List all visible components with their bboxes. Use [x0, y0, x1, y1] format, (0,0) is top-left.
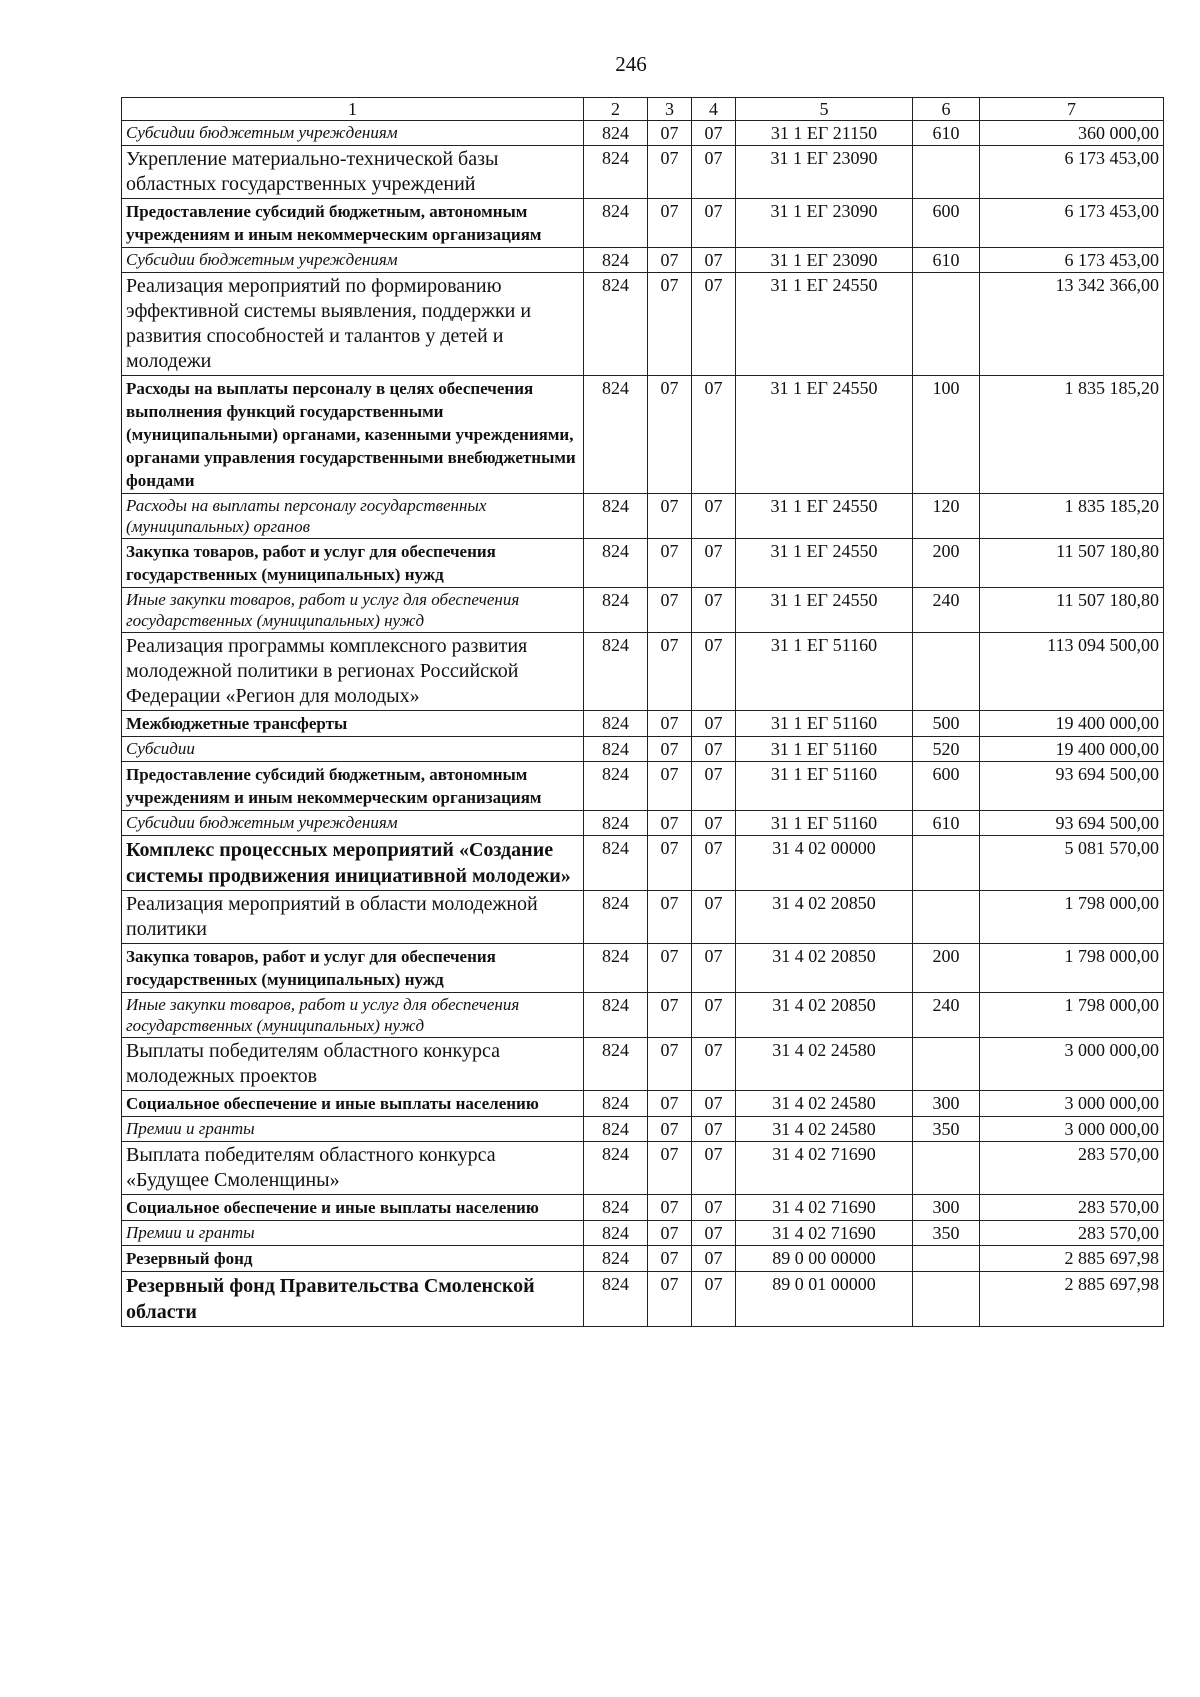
column-header: 6: [913, 98, 980, 121]
admin-code-cell: 824: [584, 1038, 648, 1091]
section-cell: 07: [648, 146, 692, 199]
expense-name-cell: Расходы на выплаты персоналу государственных (муниципальных) органов: [122, 494, 584, 539]
table-row: [122, 588, 1164, 633]
admin-code-cell: 824: [584, 1117, 648, 1142]
section-cell: 07: [648, 944, 692, 993]
admin-code-cell: 824: [584, 811, 648, 836]
expense-type-cell: 610: [913, 811, 980, 836]
section-cell: 07: [648, 1195, 692, 1221]
amount-cell: 1 798 000,00: [980, 891, 1164, 944]
admin-code-cell: 824: [584, 891, 648, 944]
amount-cell: 2 885 697,98: [980, 1272, 1164, 1327]
section-cell: 07: [648, 891, 692, 944]
expense-type-cell: [913, 1038, 980, 1091]
subsection-cell: 07: [692, 811, 736, 836]
expense-type-cell: 600: [913, 199, 980, 248]
expense-type-cell: 240: [913, 588, 980, 633]
expense-name-cell: Иные закупки товаров, работ и услуг для обеспечения государственных (муниципальных) нужд: [122, 993, 584, 1038]
target-article-cell: 31 4 02 20850: [736, 993, 913, 1038]
expense-type-cell: [913, 1142, 980, 1195]
table-row: [122, 539, 1164, 588]
amount-cell: 19 400 000,00: [980, 711, 1164, 737]
target-article-cell: 31 1 ЕГ 23090: [736, 248, 913, 273]
section-cell: 07: [648, 836, 692, 891]
admin-code-cell: 824: [584, 1272, 648, 1327]
target-article-cell: 31 1 ЕГ 23090: [736, 146, 913, 199]
section-cell: 07: [648, 762, 692, 811]
expense-name-cell: Комплекс процессных мероприятий «Создание системы продвижения инициативной молодежи»: [122, 836, 584, 891]
section-cell: 07: [648, 811, 692, 836]
amount-cell: 283 570,00: [980, 1142, 1164, 1195]
admin-code-cell: 824: [584, 121, 648, 146]
expense-name-cell: Иные закупки товаров, работ и услуг для обеспечения государственных (муниципальных) нужд: [122, 588, 584, 633]
expense-name-cell: Субсидии: [122, 737, 584, 762]
target-article-cell: 89 0 01 00000: [736, 1272, 913, 1327]
admin-code-cell: 824: [584, 146, 648, 199]
header-row: [122, 98, 1164, 121]
column-header: 3: [648, 98, 692, 121]
subsection-cell: 07: [692, 762, 736, 811]
section-cell: 07: [648, 993, 692, 1038]
section-cell: 07: [648, 273, 692, 376]
subsection-cell: 07: [692, 1117, 736, 1142]
expense-name-cell: Резервный фонд: [122, 1246, 584, 1272]
admin-code-cell: 824: [584, 273, 648, 376]
section-cell: 07: [648, 494, 692, 539]
admin-code-cell: 824: [584, 633, 648, 711]
column-header: 2: [584, 98, 648, 121]
admin-code-cell: 824: [584, 1091, 648, 1117]
admin-code-cell: 824: [584, 199, 648, 248]
target-article-cell: 31 4 02 24580: [736, 1091, 913, 1117]
subsection-cell: 07: [692, 711, 736, 737]
amount-cell: 13 342 366,00: [980, 273, 1164, 376]
amount-cell: 360 000,00: [980, 121, 1164, 146]
amount-cell: 3 000 000,00: [980, 1117, 1164, 1142]
target-article-cell: 31 1 ЕГ 24550: [736, 494, 913, 539]
amount-cell: 3 000 000,00: [980, 1038, 1164, 1091]
expense-type-cell: 200: [913, 539, 980, 588]
admin-code-cell: 824: [584, 737, 648, 762]
table-row: [122, 146, 1164, 199]
target-article-cell: 31 1 ЕГ 51160: [736, 737, 913, 762]
expense-name-cell: Расходы на выплаты персоналу в целях обеспечения выполнения функций государственными (муниципальными) органами, казенными учреждениями, органами управления государственными внебюджетными фондами: [122, 376, 584, 494]
expense-name-cell: Закупка товаров, работ и услуг для обеспечения государственных (муниципальных) нужд: [122, 944, 584, 993]
amount-cell: 19 400 000,00: [980, 737, 1164, 762]
table-row: [122, 711, 1164, 737]
amount-cell: 93 694 500,00: [980, 811, 1164, 836]
expense-name-cell: Укрепление материально-технической базы областных государственных учреждений: [122, 146, 584, 199]
target-article-cell: 31 1 ЕГ 24550: [736, 273, 913, 376]
table-row: [122, 891, 1164, 944]
amount-cell: 1 835 185,20: [980, 376, 1164, 494]
amount-cell: 6 173 453,00: [980, 248, 1164, 273]
subsection-cell: 07: [692, 1221, 736, 1246]
expense-name-cell: Предоставление субсидий бюджетным, автономным учреждениям и иным некоммерческим организациям: [122, 199, 584, 248]
subsection-cell: 07: [692, 1142, 736, 1195]
target-article-cell: 31 1 ЕГ 24550: [736, 588, 913, 633]
page-number: 246: [615, 52, 647, 76]
expense-name-cell: Премии и гранты: [122, 1221, 584, 1246]
target-article-cell: 31 1 ЕГ 51160: [736, 711, 913, 737]
target-article-cell: 31 1 ЕГ 21150: [736, 121, 913, 146]
expense-type-cell: [913, 146, 980, 199]
subsection-cell: 07: [692, 1272, 736, 1327]
section-cell: 07: [648, 539, 692, 588]
expense-name-cell: Субсидии бюджетным учреждениям: [122, 811, 584, 836]
admin-code-cell: 824: [584, 1246, 648, 1272]
table-row: [122, 494, 1164, 539]
subsection-cell: 07: [692, 376, 736, 494]
expense-type-cell: 350: [913, 1117, 980, 1142]
amount-cell: 283 570,00: [980, 1221, 1164, 1246]
amount-cell: 6 173 453,00: [980, 199, 1164, 248]
expense-type-cell: [913, 273, 980, 376]
admin-code-cell: 824: [584, 836, 648, 891]
table-row: [122, 1221, 1164, 1246]
amount-cell: 11 507 180,80: [980, 588, 1164, 633]
column-header: 7: [980, 98, 1164, 121]
expense-type-cell: 610: [913, 248, 980, 273]
target-article-cell: 31 1 ЕГ 24550: [736, 376, 913, 494]
expense-name-cell: Предоставление субсидий бюджетным, автономным учреждениям и иным некоммерческим организациям: [122, 762, 584, 811]
table-row: [122, 248, 1164, 273]
section-cell: 07: [648, 633, 692, 711]
amount-cell: 11 507 180,80: [980, 539, 1164, 588]
budget-table: [121, 97, 1164, 1327]
expense-type-cell: [913, 1272, 980, 1327]
table-row: [122, 1142, 1164, 1195]
expense-name-cell: Социальное обеспечение и иные выплаты населению: [122, 1091, 584, 1117]
target-article-cell: 31 4 02 20850: [736, 944, 913, 993]
target-article-cell: 31 4 02 71690: [736, 1195, 913, 1221]
table-row: [122, 1091, 1164, 1117]
table-row: [122, 273, 1164, 376]
admin-code-cell: 824: [584, 944, 648, 993]
expense-type-cell: [913, 836, 980, 891]
admin-code-cell: 824: [584, 993, 648, 1038]
admin-code-cell: 824: [584, 539, 648, 588]
admin-code-cell: 824: [584, 376, 648, 494]
expense-type-cell: [913, 633, 980, 711]
table-row: [122, 1195, 1164, 1221]
expense-type-cell: 610: [913, 121, 980, 146]
expense-name-cell: Выплата победителям областного конкурса «Будущее Смоленщины»: [122, 1142, 584, 1195]
table-row: [122, 121, 1164, 146]
subsection-cell: 07: [692, 199, 736, 248]
expense-type-cell: 600: [913, 762, 980, 811]
expense-type-cell: [913, 1246, 980, 1272]
expense-name-cell: Реализация программы комплексного развития молодежной политики в регионах Российской Федерации «Регион для молодых»: [122, 633, 584, 711]
section-cell: 07: [648, 121, 692, 146]
target-article-cell: 31 4 02 71690: [736, 1221, 913, 1246]
subsection-cell: 07: [692, 146, 736, 199]
amount-cell: 113 094 500,00: [980, 633, 1164, 711]
amount-cell: 1 835 185,20: [980, 494, 1164, 539]
expense-type-cell: 500: [913, 711, 980, 737]
admin-code-cell: 824: [584, 1195, 648, 1221]
subsection-cell: 07: [692, 494, 736, 539]
amount-cell: 1 798 000,00: [980, 993, 1164, 1038]
expense-name-cell: Резервный фонд Правительства Смоленской области: [122, 1272, 584, 1327]
target-article-cell: 31 1 ЕГ 51160: [736, 811, 913, 836]
subsection-cell: 07: [692, 1246, 736, 1272]
table-row: [122, 762, 1164, 811]
expense-type-cell: 300: [913, 1195, 980, 1221]
section-cell: 07: [648, 1117, 692, 1142]
table-row: [122, 1038, 1164, 1091]
target-article-cell: 31 4 02 24580: [736, 1117, 913, 1142]
target-article-cell: 31 1 ЕГ 51160: [736, 633, 913, 711]
table-row: [122, 836, 1164, 891]
expense-name-cell: Межбюджетные трансферты: [122, 711, 584, 737]
expense-type-cell: 120: [913, 494, 980, 539]
subsection-cell: 07: [692, 273, 736, 376]
section-cell: 07: [648, 711, 692, 737]
subsection-cell: 07: [692, 993, 736, 1038]
subsection-cell: 07: [692, 248, 736, 273]
admin-code-cell: 824: [584, 588, 648, 633]
expense-type-cell: 200: [913, 944, 980, 993]
section-cell: 07: [648, 588, 692, 633]
target-article-cell: 31 1 ЕГ 51160: [736, 762, 913, 811]
table-row: [122, 1272, 1164, 1327]
admin-code-cell: 824: [584, 711, 648, 737]
admin-code-cell: 824: [584, 762, 648, 811]
target-article-cell: 31 4 02 71690: [736, 1142, 913, 1195]
admin-code-cell: 824: [584, 248, 648, 273]
expense-name-cell: Реализация мероприятий в области молодежной политики: [122, 891, 584, 944]
subsection-cell: 07: [692, 588, 736, 633]
amount-cell: 2 885 697,98: [980, 1246, 1164, 1272]
amount-cell: 283 570,00: [980, 1195, 1164, 1221]
target-article-cell: 31 4 02 24580: [736, 1038, 913, 1091]
expense-name-cell: Реализация мероприятий по формированию эффективной системы выявления, поддержки и развития способностей и талантов у детей и молодежи: [122, 273, 584, 376]
subsection-cell: 07: [692, 1195, 736, 1221]
target-article-cell: 31 1 ЕГ 23090: [736, 199, 913, 248]
table-row: [122, 993, 1164, 1038]
admin-code-cell: 824: [584, 494, 648, 539]
subsection-cell: 07: [692, 836, 736, 891]
subsection-cell: 07: [692, 1038, 736, 1091]
table-row: [122, 633, 1164, 711]
amount-cell: 93 694 500,00: [980, 762, 1164, 811]
section-cell: 07: [648, 1221, 692, 1246]
expense-type-cell: [913, 891, 980, 944]
section-cell: 07: [648, 1246, 692, 1272]
subsection-cell: 07: [692, 737, 736, 762]
subsection-cell: 07: [692, 633, 736, 711]
expense-name-cell: Субсидии бюджетным учреждениям: [122, 248, 584, 273]
target-article-cell: 31 4 02 20850: [736, 891, 913, 944]
table-row: [122, 199, 1164, 248]
section-cell: 07: [648, 737, 692, 762]
amount-cell: 6 173 453,00: [980, 146, 1164, 199]
subsection-cell: 07: [692, 539, 736, 588]
column-header: 5: [736, 98, 913, 121]
admin-code-cell: 824: [584, 1221, 648, 1246]
expense-name-cell: Премии и гранты: [122, 1117, 584, 1142]
expense-name-cell: Субсидии бюджетным учреждениям: [122, 121, 584, 146]
admin-code-cell: 824: [584, 1142, 648, 1195]
target-article-cell: 31 4 02 00000: [736, 836, 913, 891]
section-cell: 07: [648, 1091, 692, 1117]
table-row: [122, 1117, 1164, 1142]
amount-cell: 3 000 000,00: [980, 1091, 1164, 1117]
table-row: [122, 944, 1164, 993]
table-row: [122, 376, 1164, 494]
subsection-cell: 07: [692, 1091, 736, 1117]
expense-name-cell: Социальное обеспечение и иные выплаты населению: [122, 1195, 584, 1221]
amount-cell: 1 798 000,00: [980, 944, 1164, 993]
section-cell: 07: [648, 248, 692, 273]
subsection-cell: 07: [692, 121, 736, 146]
expense-type-cell: 520: [913, 737, 980, 762]
section-cell: 07: [648, 1142, 692, 1195]
table-row: [122, 811, 1164, 836]
expense-name-cell: Закупка товаров, работ и услуг для обеспечения государственных (муниципальных) нужд: [122, 539, 584, 588]
section-cell: 07: [648, 1272, 692, 1327]
column-header: 4: [692, 98, 736, 121]
expense-name-cell: Выплаты победителям областного конкурса молодежных проектов: [122, 1038, 584, 1091]
table-row: [122, 1246, 1164, 1272]
table-row: [122, 737, 1164, 762]
subsection-cell: 07: [692, 944, 736, 993]
target-article-cell: 31 1 ЕГ 24550: [736, 539, 913, 588]
subsection-cell: 07: [692, 891, 736, 944]
expense-type-cell: 240: [913, 993, 980, 1038]
section-cell: 07: [648, 1038, 692, 1091]
expense-type-cell: 100: [913, 376, 980, 494]
column-header: 1: [122, 98, 584, 121]
section-cell: 07: [648, 376, 692, 494]
expense-type-cell: 350: [913, 1221, 980, 1246]
expense-type-cell: 300: [913, 1091, 980, 1117]
amount-cell: 5 081 570,00: [980, 836, 1164, 891]
section-cell: 07: [648, 199, 692, 248]
target-article-cell: 89 0 00 00000: [736, 1246, 913, 1272]
